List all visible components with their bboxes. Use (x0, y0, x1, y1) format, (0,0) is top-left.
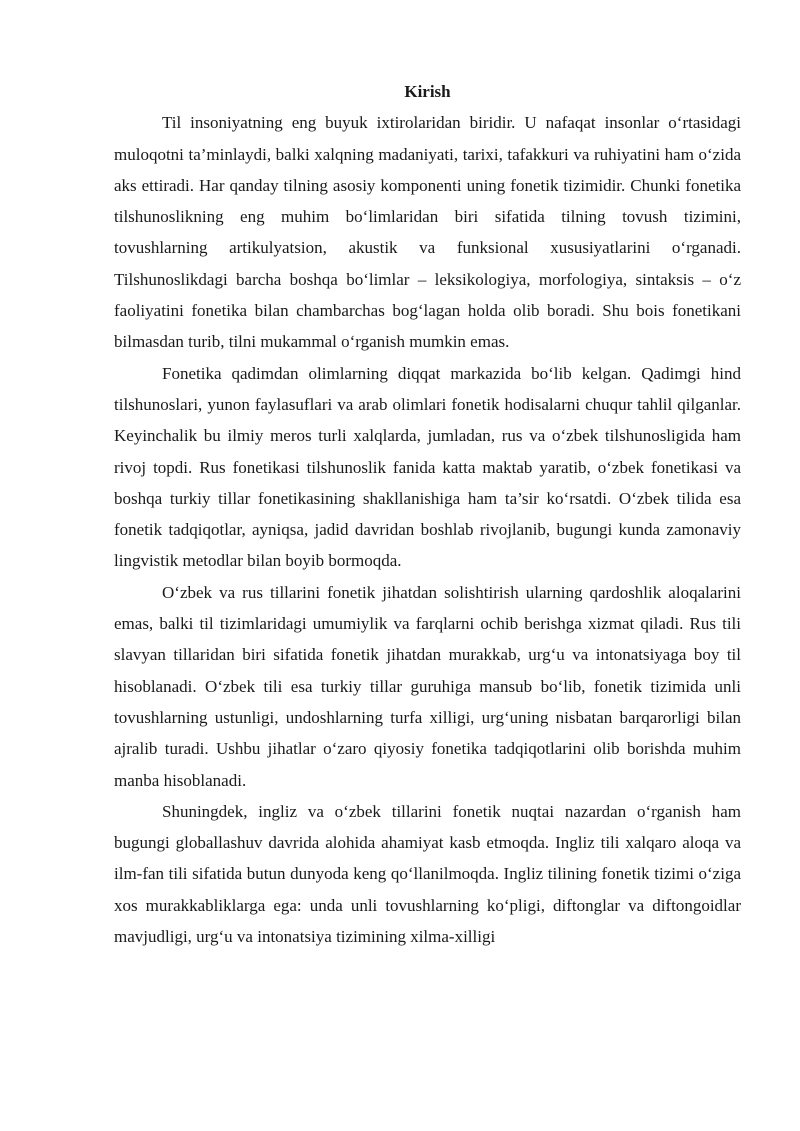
paragraph-4: Shuningdek, ingliz va o‘zbek tillarini fonetik nuqtai nazardan o‘rganish ham bugungi globallashuv davrida alohida ahamiyat kasb etmoqda. Ingliz tili xalqaro aloqa va ilm-fan tili sifatida butun dunyoda keng qo‘llanilmoqda. Ingliz tilining fonetik tizimi o‘ziga xos murakkabliklarga ega: unda unli tovushlarning ko‘pligi, diftonglar va diftongoidlar mavjudligi, urg‘u va intonatsiya tizimining xilma-xilligi (114, 801, 741, 947)
paragraph-1: Til insoniyatning eng buyuk ixtirolaridan biridir. U nafaqat insonlar o‘rtasidagi muloqotni ta’minlaydi, balki xalqning madaniyati, tarixi, tafakkuri va ruhiyatini ham o‘zida aks ettiradi. Har qanday tilning asosiy komponenti uning fonetik tizimidir. Chunki fonetika tilshunoslikning eng muhim bo‘limlaridan biri sifatida tilning tovush tizimini, tovushlarning artikulyatsion, akustik va funksional xususiyatlarini o‘rganadi. Tilshunoslikdagi barcha boshqa bo‘limlar – leksikologiya, morfologiya, sintaksis – o‘z faoliyatini fonetika bilan chambarchas bog‘lagan holda olib boradi. Shu bois fonetikani bilmasdan turib, tilni mukammal o‘rganish mumkin emas. (114, 113, 741, 352)
document-title: Kirish (404, 82, 451, 101)
paragraph-2: Fonetika qadimdan olimlarning diqqat markazida bo‘lib kelgan. Qadimgi hind tilshunoslari, yunon faylasuflari va arab olimlari fonetik hodisalarni chuqur tahlil qilganlar. Keyinchalik bu ilmiy meros turli xalqlarda, jumladan, rus va o‘zbek tilshunosligida ham rivoj topdi. Rus fonetikasi tilshunoslik fanida katta maktab yaratib, o‘zbek fonetikasi va boshqa turkiy tillar fonetikasining shakllanishiga ham ta’sir ko‘rsatdi. O‘zbek tilida esa fonetik tadqiqotlar, ayniqsa, jadid davridan boshlab rivojlanib, bugungi kunda zamonaviy lingvistik metodlar bilan boyib bormoqda. (114, 363, 741, 571)
document-body (114, 76, 741, 952)
paragraph-3: O‘zbek va rus tillarini fonetik jihatdan solishtirish ularning qardoshlik aloqalarini emas, balki til tizimlaridagi umumiylik va farqlarni ochib berishga xizmat qiladi. Rus tili slavyan tillaridan biri sifatida fonetik jihatdan murakkab, urg‘u va intonatsiyaga boy til hisoblanadi. O‘zbek tili esa turkiy tillar guruhiga mansub bo‘lib, fonetik tizimida unli tovushlarning ustunligi, undoshlarning turfa xilligi, urg‘uning nisbatan barqarorligi bilan ajralib turadi. Ushbu jihatlar o‘zaro qiyosiy fonetika tadqiqotlarini olib borishda muhim manba hisoblanadi. (114, 582, 741, 790)
